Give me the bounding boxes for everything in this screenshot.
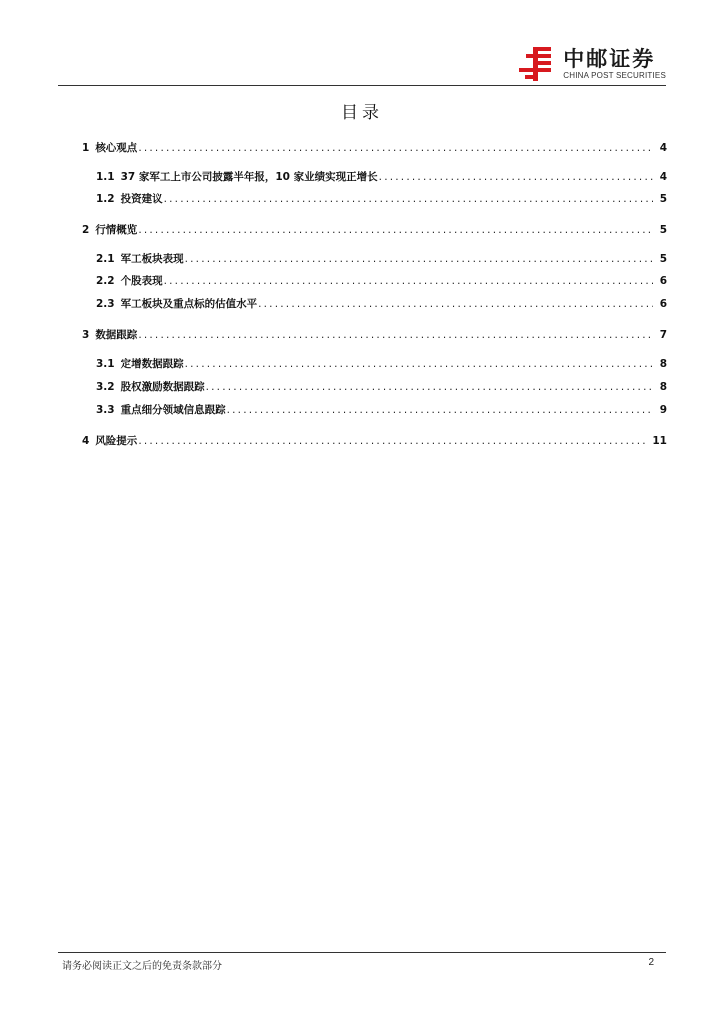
- toc-entry-page: 8: [659, 358, 667, 370]
- toc-entry-number: 4: [82, 435, 90, 447]
- toc-dot-leader: [206, 380, 653, 394]
- toc-entry-number: 3.2: [96, 381, 115, 393]
- toc-entry-number: 1: [82, 142, 90, 154]
- toc-entry-page: 5: [659, 253, 667, 265]
- toc-entry-number: 3.1: [96, 358, 115, 370]
- toc-entry-3-2[interactable]: [96, 380, 667, 394]
- toc-entry-4[interactable]: [82, 434, 667, 448]
- footer-page-number: 2: [648, 957, 654, 968]
- toc-entry-3-3[interactable]: [96, 403, 667, 417]
- toc-dot-leader: [258, 297, 653, 311]
- toc-entry-1-1[interactable]: [96, 170, 667, 184]
- toc-entry-label: 数据跟踪: [95, 329, 138, 341]
- toc-entry-3[interactable]: [82, 328, 667, 342]
- toc-entry-label: 行情概览: [95, 224, 138, 236]
- toc-entry-number: 1.2: [96, 193, 115, 205]
- toc-entry-page: 9: [659, 404, 667, 416]
- toc-entry-number: 2: [82, 224, 90, 236]
- toc-entry-label: 军工板块及重点标的估值水平: [120, 298, 258, 310]
- toc-entry-label: 投资建议: [120, 193, 163, 205]
- toc-entry-page: 4: [659, 171, 667, 183]
- toc-dot-leader: [138, 434, 646, 448]
- toc-entry-2[interactable]: [82, 223, 667, 237]
- toc-entry-label: 军工板块表现: [120, 253, 184, 265]
- toc-entry-1-2[interactable]: [96, 192, 667, 206]
- toc-entry-label: 股权激励数据跟踪: [120, 381, 205, 393]
- toc-entry-label: 核心观点: [95, 142, 138, 154]
- toc-dot-leader: [379, 170, 653, 184]
- header-divider: [58, 85, 666, 86]
- toc-entry-2-1[interactable]: [96, 252, 667, 266]
- toc-entry-label: 定增数据跟踪: [120, 358, 184, 370]
- toc-dot-leader: [227, 403, 653, 417]
- toc-title: 目录: [341, 103, 383, 123]
- toc-entry-page: 6: [659, 275, 667, 287]
- brand-logo: [517, 44, 666, 84]
- toc-entry-page: 5: [659, 224, 667, 236]
- china-post-logo-icon: [517, 44, 557, 84]
- toc-entry-page: 8: [659, 381, 667, 393]
- toc-entry-label: 风险提示: [95, 435, 138, 447]
- toc-entry-1[interactable]: [82, 141, 667, 155]
- toc-entry-number: 1.1: [96, 171, 115, 183]
- toc-entry-number: 2.2: [96, 275, 115, 287]
- toc-entry-2-2[interactable]: [96, 274, 667, 288]
- toc-entry-page: 7: [659, 329, 667, 341]
- brand-name-cn: 中邮证券: [563, 47, 656, 71]
- toc-dot-leader: [138, 141, 653, 155]
- toc-entry-page: 6: [659, 298, 667, 310]
- toc-entry-label: 37 家军工上市公司披露半年报，10 家业绩实现正增长: [120, 171, 378, 183]
- toc-entry-2-3[interactable]: [96, 297, 667, 311]
- toc-entry-number: 3: [82, 329, 90, 341]
- toc-entry-page: 11: [652, 435, 667, 447]
- toc-entry-label: 个股表现: [120, 275, 163, 287]
- toc-dot-leader: [164, 274, 653, 288]
- toc-entry-page: 5: [659, 193, 667, 205]
- toc-entry-page: 4: [659, 142, 667, 154]
- footer-disclaimer: 请务必阅读正文之后的免责条款部分: [62, 961, 222, 972]
- toc-dot-leader: [185, 252, 653, 266]
- toc-dot-leader: [138, 328, 653, 342]
- toc-entry-3-1[interactable]: [96, 357, 667, 371]
- toc-dot-leader: [164, 192, 653, 206]
- brand-name-en: CHINA POST SECURITIES: [563, 71, 666, 80]
- toc-entry-number: 2.3: [96, 298, 115, 310]
- toc-dot-leader: [138, 223, 653, 237]
- toc-entry-label: 重点细分领域信息跟踪: [120, 404, 226, 416]
- toc-entry-number: 2.1: [96, 253, 115, 265]
- footer-divider: [58, 952, 666, 953]
- toc-dot-leader: [185, 357, 653, 371]
- toc-entry-number: 3.3: [96, 404, 115, 416]
